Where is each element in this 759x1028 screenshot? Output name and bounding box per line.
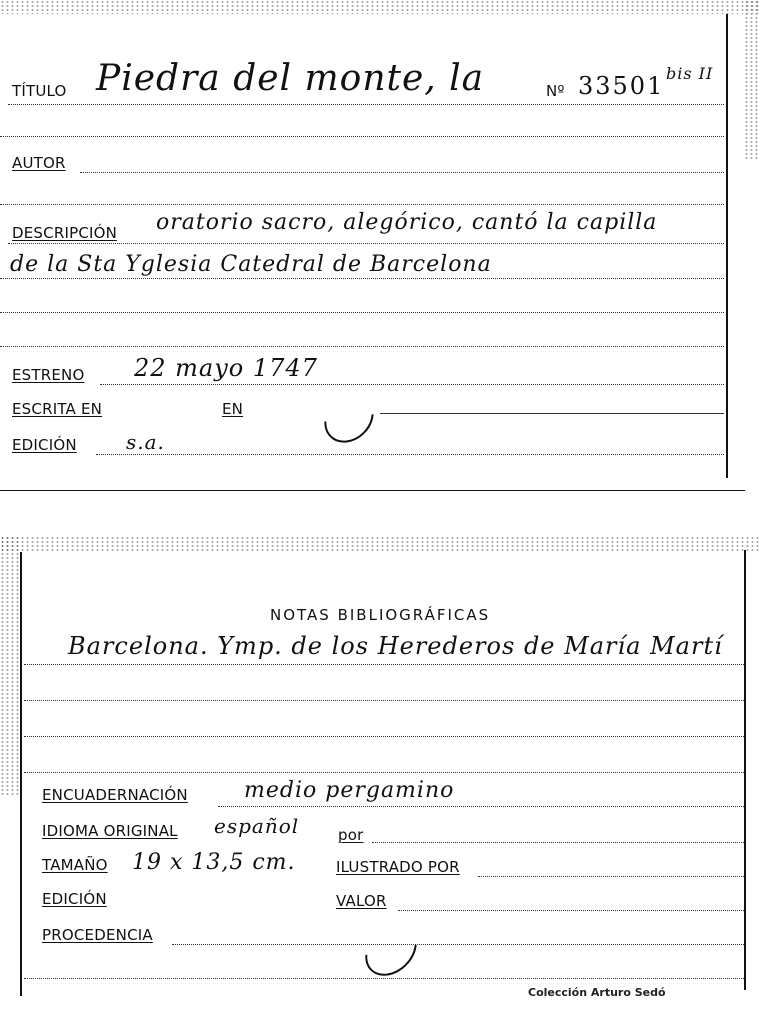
idioma-label: IDIOMA ORIGINAL <box>42 822 178 840</box>
scan-noise-top <box>0 0 759 14</box>
descripcion-rule-1 <box>8 243 724 244</box>
rule-4 <box>0 204 724 205</box>
notas-rule-1 <box>24 664 744 665</box>
idioma-value: español <box>214 814 300 838</box>
estreno-rule <box>100 384 724 385</box>
notas-rule-2 <box>24 700 744 701</box>
idioma-rule <box>372 842 744 843</box>
autor-rule <box>80 172 724 173</box>
card-left-edge-2 <box>20 552 22 996</box>
escrita-en-label: ESCRITA EN <box>12 400 103 418</box>
encuadernacion-value: medio pergamino <box>244 778 455 803</box>
tamano-value: 19 x 13,5 cm. <box>132 850 296 875</box>
notas-rule-3 <box>24 736 744 737</box>
scan-noise-left-2 <box>0 536 22 796</box>
punch-hole <box>314 383 383 452</box>
catalog-card-front <box>0 0 759 500</box>
edicion-label: EDICIÓN <box>12 436 77 454</box>
por-label: por <box>338 826 364 844</box>
numero-label: Nº <box>546 82 565 100</box>
edicion-rule-2 <box>398 910 744 911</box>
edicion-value: s.a. <box>126 430 165 454</box>
descripcion-rule-3 <box>0 312 724 313</box>
notas-line1: Barcelona. Ymp. de los Herederos de María Martí <box>68 632 723 660</box>
tamano-rule <box>478 876 744 877</box>
collection-stamp: Colección Arturo Sedó <box>528 986 666 999</box>
scan-noise-right <box>744 0 759 160</box>
escrita-en-rule <box>380 413 724 414</box>
descripcion-label: DESCRIPCIÓN <box>12 224 118 242</box>
titulo-rule <box>8 104 724 105</box>
titulo-label: TÍTULO <box>12 82 67 100</box>
descripcion-line1: oratorio sacro, alegórico, cantó la capilla <box>156 210 658 235</box>
en-label: EN <box>222 400 244 418</box>
procedencia-label: PROCEDENCIA <box>42 926 153 944</box>
encuadernacion-rule <box>218 806 744 807</box>
scan-noise-top-2 <box>0 536 759 552</box>
estreno-label: ESTRENO <box>12 366 85 384</box>
descripcion-rule-2 <box>0 278 724 279</box>
tamano-label: TAMAÑO <box>42 856 108 874</box>
numero-value: 33501 <box>578 72 665 100</box>
valor-label: VALOR <box>336 892 387 910</box>
rule-2 <box>0 136 724 137</box>
descripcion-line2: de la Sta Yglesia Catedral de Barcelona <box>10 252 492 277</box>
encuadernacion-label: ENCUADERNACIÓN <box>42 786 188 804</box>
numero-suffix: bis II <box>666 64 714 83</box>
procedencia-rule <box>172 944 744 945</box>
autor-label: AUTOR <box>12 154 66 172</box>
notas-rule-4 <box>24 772 744 773</box>
ilustrado-label: ILUSTRADO POR <box>336 858 460 876</box>
estreno-value: 22 mayo 1747 <box>134 354 318 382</box>
edicion-label-2: EDICIÓN <box>42 890 107 908</box>
edicion-rule <box>96 454 724 455</box>
titulo-value: Piedra del monte, la <box>96 58 485 99</box>
bottom-rule <box>24 978 744 979</box>
card-right-edge <box>726 14 728 478</box>
card-right-edge-2 <box>744 550 746 990</box>
catalog-card-back <box>0 536 759 1028</box>
descripcion-rule-4 <box>0 346 724 347</box>
punch-hole-2 <box>355 914 427 986</box>
notas-heading: NOTAS BIBLIOGRÁFICAS <box>270 606 491 624</box>
card-bottom-edge <box>0 490 745 491</box>
